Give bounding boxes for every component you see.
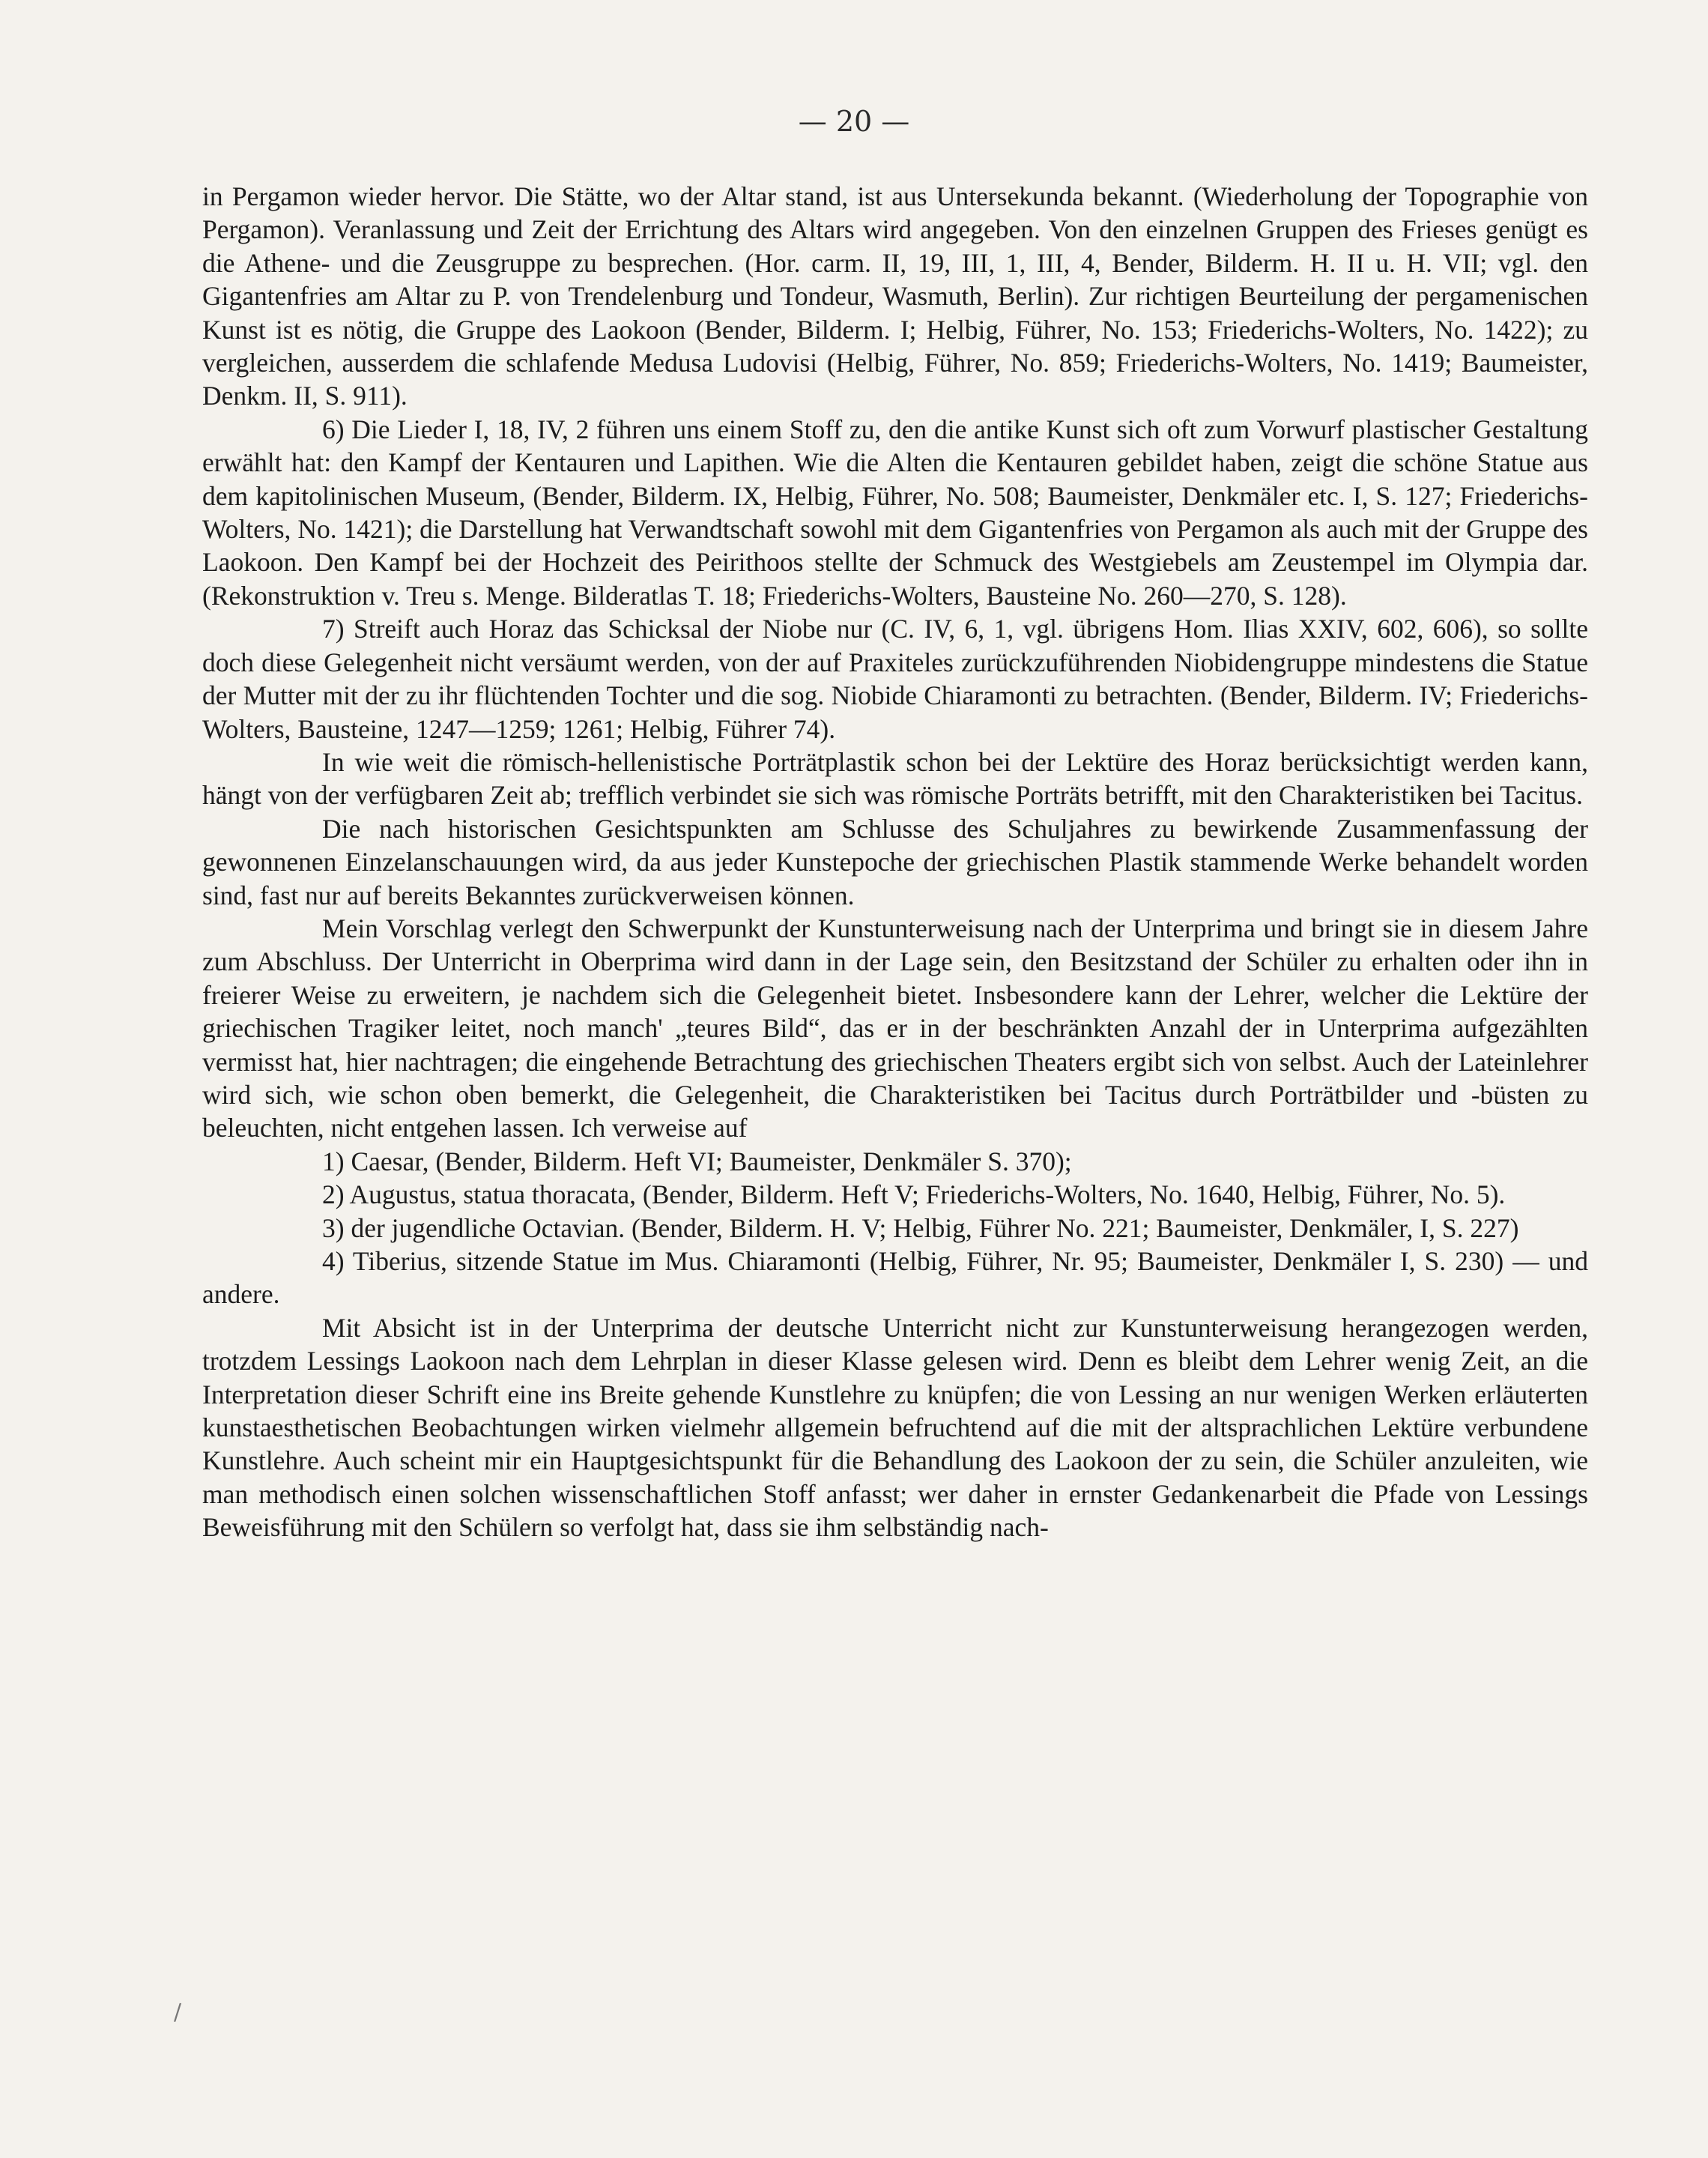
paragraph-portraetplastik: In wie weit die römisch-hellenistische Porträtplastik schon bei der Lektüre des Horaz berücksichtigt werden kann, hängt von der verfügbaren Zeit ab; trefflich verbindet sie sich was römische Porträts betrifft, mit den Charakteristiken bei Tacitus. (202, 746, 1588, 811)
list-item-augustus: 2) Augustus, statua thoracata, (Bender, Bilderm. Heft V; Friederichs-Wolters, No. 1640, Helbig, Führer, No. 5). (322, 1179, 1506, 1210)
paragraph-pergamon-continuation: in Pergamon wieder hervor. Die Stätte, wo der Altar stand, ist aus Untersekunda bekannt. (Wiederholung der Topographie von Pergamon). Veranlassung und Zeit der Errichtung des Altars wird angegeben. Von den einzelnen Gruppen des Frieses genügt es die Athene- und die Zeusgruppe zu besprechen. (Hor. carm. II, 19, III, 1, III, 4, Bender, Bilderm. H. II u. H. VII; vgl. den Gigantenfries am Altar zu P. von Trendelenburg und Tondeur, Wasmuth, Berlin). Zur richtigen Beurteilung der pergamenischen Kunst ist es nötig, die Gruppe des Laokoon (Bender, Bilderm. I; Helbig, Führer, No. 153; Friederichs-Wolters, No. 1422); zu vergleichen, ausserdem die schlafende Medusa Ludovisi (Helbig, Führer, No. 859; Friederichs-Wolters, No. 1419; Baumeister, Denkm. II, S. 911). (202, 181, 1588, 411)
paragraph-7-niobe: 7) Streift auch Horaz das Schicksal der Niobe nur (C. IV, 6, 1, vgl. übrigens Hom. Ilias XXIV, 602, 606), so sollte doch diese Gelegenheit nicht versäumt werden, von der auf Praxiteles zurückzuführenden Niobidengruppe mindestens die Statue der Mutter mit der zu ihr flüchtenden Tochter und die sog. Niobide Chiaramonti zu betrachten. (Bender, Bilderm. IV; Friederichs-Wolters, Bausteine, 1247—1259; 1261; Helbig, Führer 74). (202, 614, 1588, 744)
list-item-octavian: 3) der jugendliche Octavian. (Bender, Bilderm. H. V; Helbig, Führer No. 221; Baumeister, Denkmäler, I, S. 227) (322, 1212, 1519, 1243)
body-text (202, 180, 1588, 1544)
stray-pencil-mark: / (174, 1999, 182, 2025)
list-item-caesar: 1) Caesar, (Bender, Bilderm. Heft VI; Baumeister, Denkmäler S. 370); (322, 1146, 1072, 1176)
paragraph-6-kentauren: 6) Die Lieder I, 18, IV, 2 führen uns einem Stoff zu, den die antike Kunst sich oft zum Vorwurf plastischer Gestaltung erwählt hat: den Kampf der Kentauren und Lapithen. Wie die Alten die Kentauren gebildet haben, zeigt die schöne Statue aus dem kapitolinischen Museum, (Bender, Bilderm. IX, Helbig, Führer, No. 508; Baumeister, Denkmäler etc. I, S. 127; Friederichs-Wolters, No. 1421); die Darstellung hat Verwandtschaft sowohl mit dem Gigantenfries von Pergamon als auch mit der Gruppe des Laokoon. Den Kampf bei der Hochzeit des Peirithoos stellte der Schmuck des Westgiebels am Zeustempel im Olympia dar. (Rekonstruktion v. Treu s. Menge. Bilderatlas T. 18; Friederichs-Wolters, Bausteine No. 260—270, S. 128). (202, 414, 1588, 611)
page-number: — 20 — (798, 105, 910, 138)
paragraph-vorschlag: Mein Vorschlag verlegt den Schwerpunkt der Kunstunterweisung nach der Unterprima und bringt sie in diesem Jahre zum Abschluss. Der Unterricht in Oberprima wird dann in der Lage sein, den Besitzstand der Schüler zu erhalten oder ihn in freierer Weise zu erweitern, je nachdem sich die Gelegenheit bietet. Insbesondere kann der Lehrer, welcher die Lektüre der griechischen Tragiker leitet, noch manch' „teures Bild“, das er in der beschränkten Anzahl der in Unterprima aufgezählten vermisst hat, hier nachtragen; die eingehende Betrachtung des griechischen Theaters ergibt sich von selbst. Auch der Lateinlehrer wird sich, wie schon oben bemerkt, die Gelegenheit, die Charakteristiken bei Tacitus durch Porträtbilder und -büsten zu beleuchten, nicht entgehen lassen. Ich verweise auf (202, 913, 1588, 1143)
paragraph-laokoon-lessing: Mit Absicht ist in der Unterprima der deutsche Unterricht nicht zur Kunstunterweisung herangezogen werden, trotzdem Lessings Laokoon nach dem Lehrplan in dieser Klasse gelesen wird. Denn es bleibt dem Lehrer wenig Zeit, an die Interpretation dieser Schrift eine ins Breite gehende Kunstlehre zu knüpfen; die von Lessing an nur wenigen Werken erläuterten kunstaesthetischen Beobachtungen wirken vielmehr allgemein befruchtend auf die mit der altsprachlichen Lektüre verbundene Kunstlehre. Auch scheint mir ein Hauptgesichtspunkt für die Behandlung des Laokoon der zu sein, die Schüler anzuleiten, wie man methodisch einen solchen wissenschaftlichen Stoff anfasst; wer daher in ernster Gedankenarbeit die Pfade von Lessings Beweisführung mit den Schülern so verfolgt hat, dass sie ihm selbständig nach- (202, 1312, 1588, 1543)
list-item-tiberius: 4) Tiberius, sitzende Statue im Mus. Chiaramonti (Helbig, Führer, Nr. 95; Baumeister, Denkmäler I, S. 230) — und andere. (202, 1246, 1588, 1310)
paragraph-zusammenfassung: Die nach historischen Gesichtspunkten am Schlusse des Schuljahres zu bewirkende Zusammenfassung der gewonnenen Einzelanschauungen wird, da aus jeder Kunstepoche der griechischen Plastik stammende Werke behandelt worden sind, fast nur auf bereits Bekanntes zurückverweisen können. (202, 813, 1588, 910)
